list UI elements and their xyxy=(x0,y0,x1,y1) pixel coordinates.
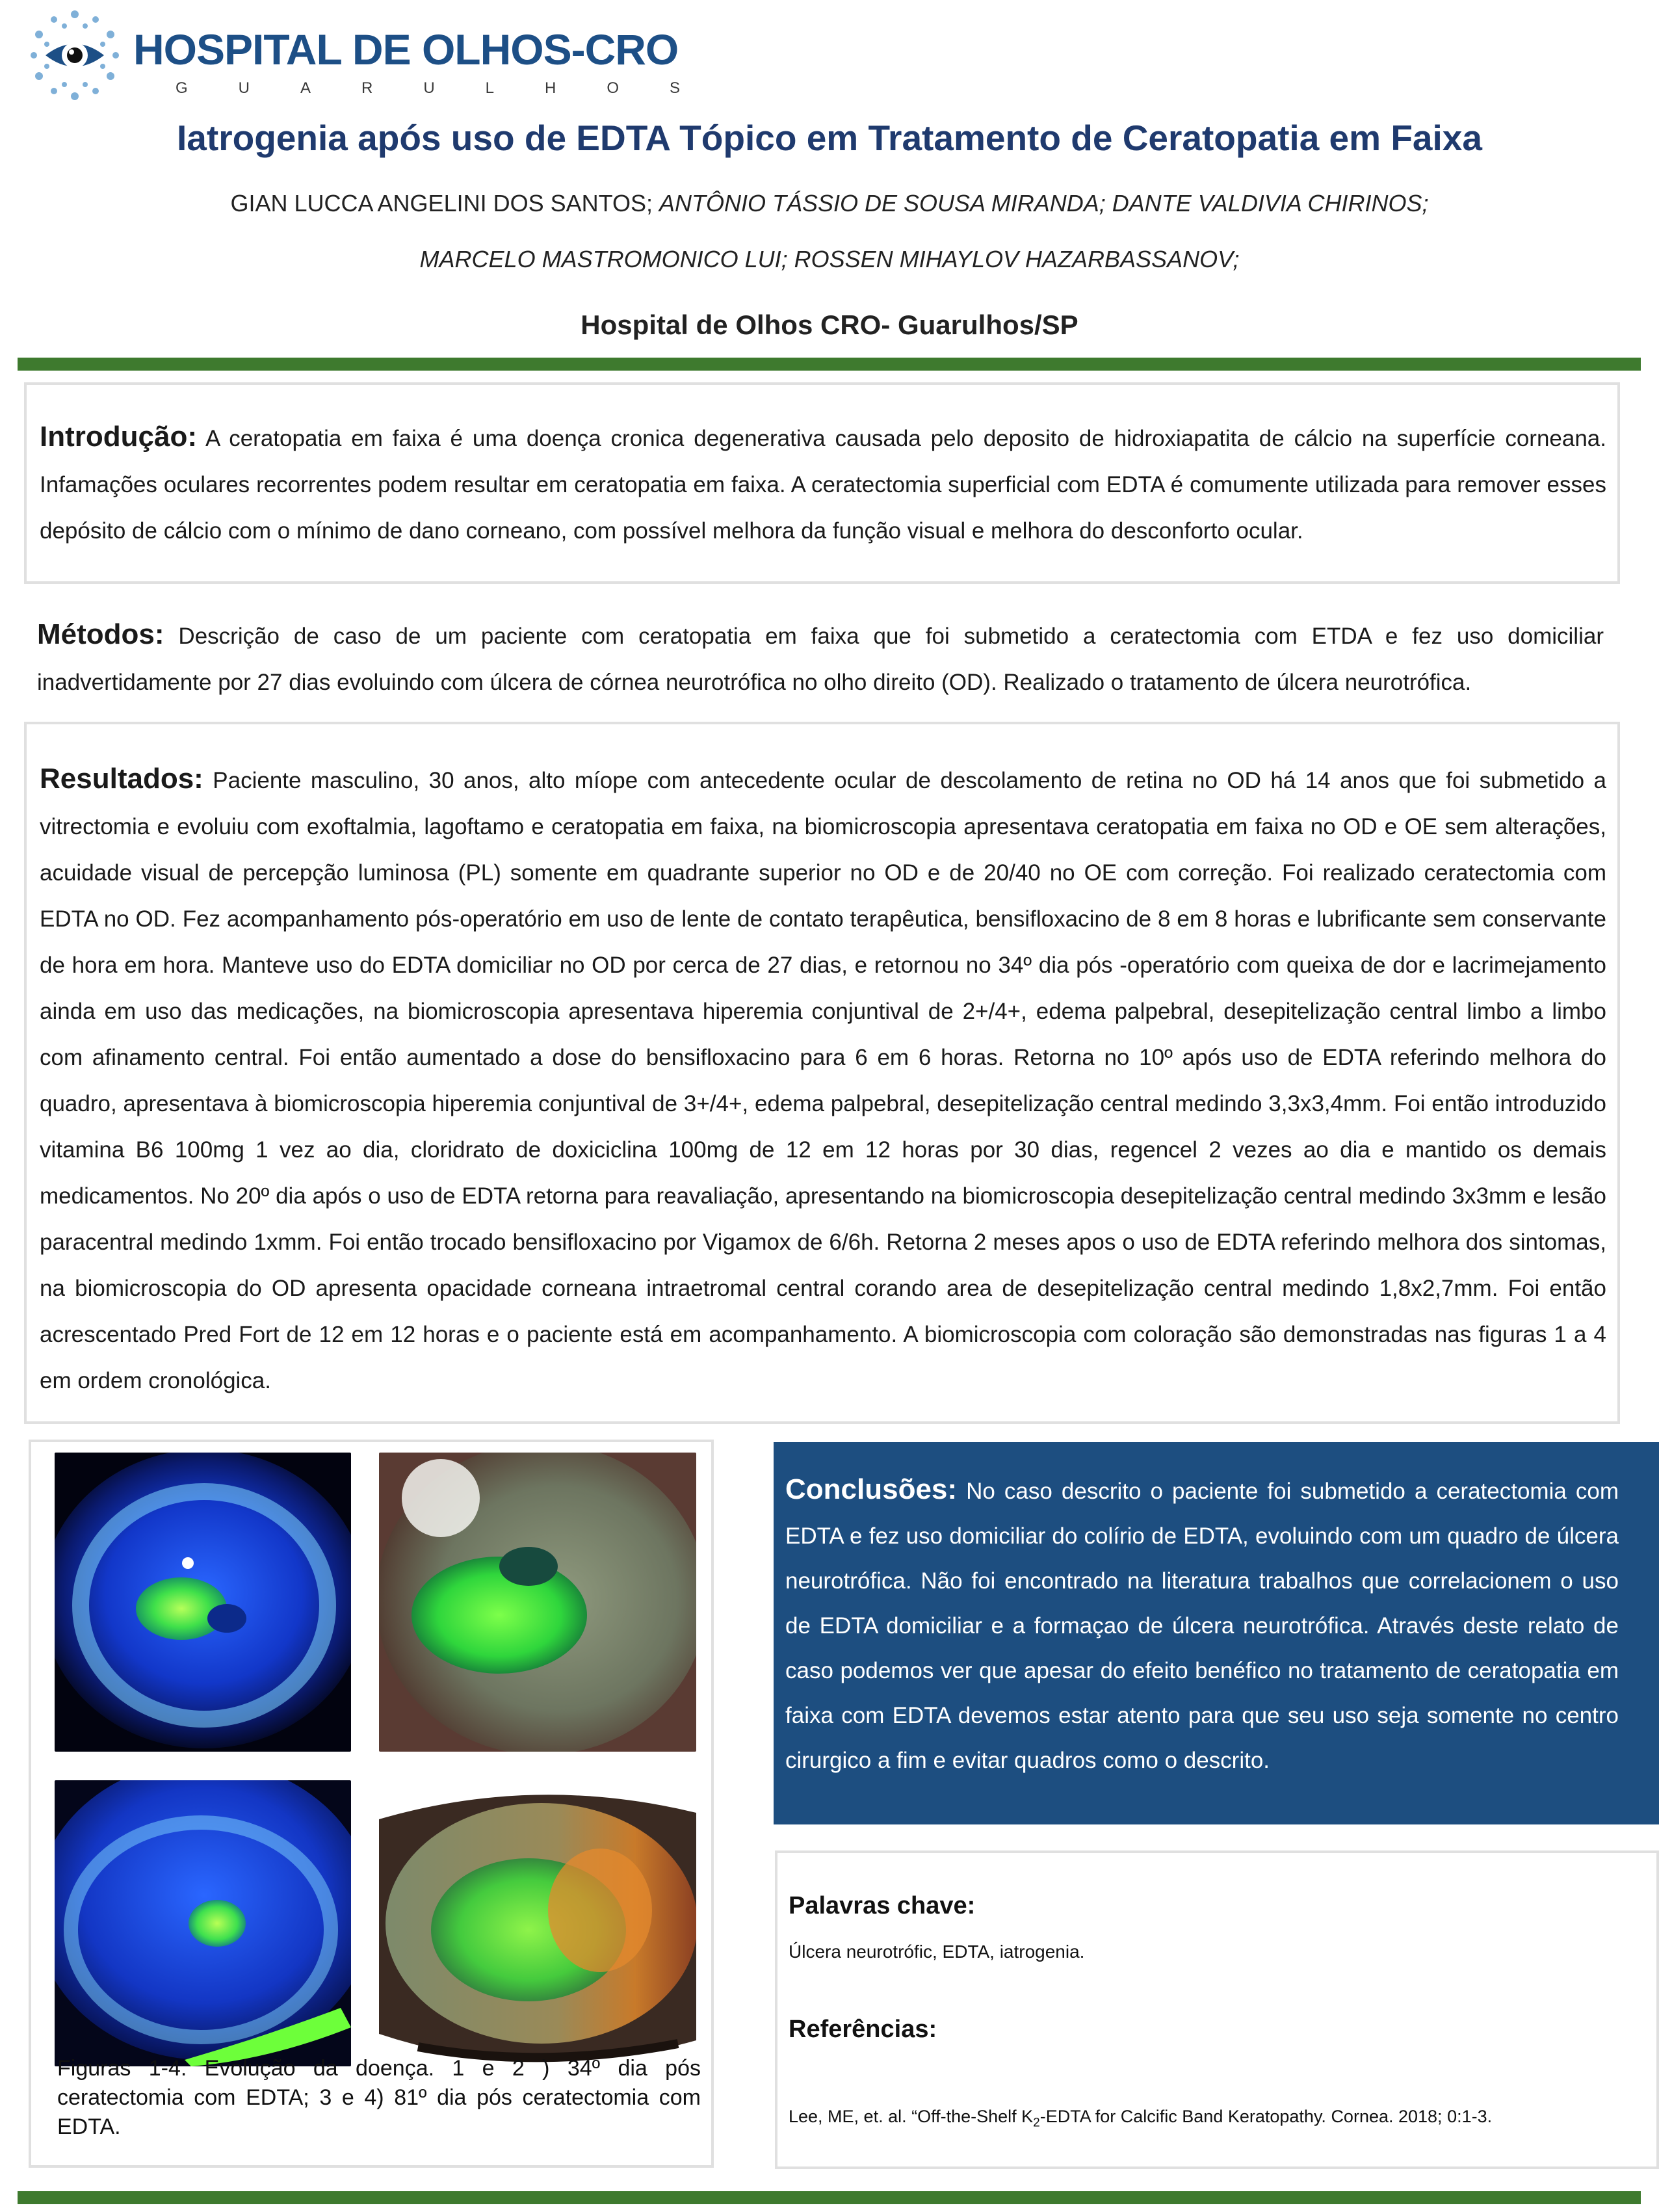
figure-4-image xyxy=(379,1780,696,2066)
keywords-heading: Palavras chave: xyxy=(789,1892,976,1919)
top-divider xyxy=(18,358,1641,371)
keywords-text: Úlcera neurotrófic, EDTA, iatrogenia. xyxy=(789,1942,1085,1962)
authors-italic: ANTÔNIO TÁSSIO DE SOUSA MIRANDA; DANTE VALDIVIA CHIRINOS; xyxy=(659,190,1429,217)
bottom-divider xyxy=(18,2191,1641,2204)
keywords-references-section xyxy=(775,1850,1659,2169)
figures-caption: Figuras 1-4. Evolução da doença. 1 e 2 ) 34º dia pós ceratectomia com EDTA; 3 e 4) 81º dia pós ceratectomia com EDTA. xyxy=(57,2056,701,2139)
poster-title: Iatrogenia após uso de EDTA Tópico em Tratamento de Ceratopatia em Faixa xyxy=(177,118,1482,158)
hospital-logo xyxy=(26,7,731,104)
reference-text-start: Lee, ME, et. al. “Off-the-Shelf K xyxy=(789,2107,1034,2126)
methods-text: Descrição de caso de um paciente com ceratopatia em faixa que foi submetido a ceratectomia com ETDA e fez uso domiciliar inadvertidamente por 27 dias evoluindo com úlcera de córnea neurotrófica no olho direito (OD). Realizado o tratamento de úlcera neurotrófica. xyxy=(37,624,1604,695)
methods-heading: Métodos: xyxy=(37,618,164,650)
conclusions-section xyxy=(774,1442,1659,1824)
figure-1-image xyxy=(55,1453,351,1752)
references-heading: Referências: xyxy=(789,2016,937,2043)
reference-item xyxy=(789,2107,1492,2130)
eye-logo-icon xyxy=(26,7,124,104)
authors-line-1 xyxy=(0,190,1659,217)
results-section xyxy=(24,722,1620,1424)
figure-3-image xyxy=(55,1780,351,2066)
introduction-section xyxy=(24,382,1620,584)
introduction-heading: Introdução: xyxy=(40,421,197,453)
figures-panel xyxy=(29,1440,714,2168)
conclusions-paragraph xyxy=(785,1467,1619,1783)
results-text: Paciente masculino, 30 anos, alto míope com antecedente ocular de descolamento de retina no OD há 14 anos que foi submetido a vitrectomia e evoluiu com exoftalmia, lagoftamo e ceratopatia em faixa, na biomicroscopia apresentava ceratopatia em faixa no OD e OE sem alterações, acuidade visual de percepção luminosa (PL) somente em quadrante superior no OD e de 20/40 no OE com correção. Foi realizado ceratectomia com EDTA no OD. Fez acompanhamento pós-operatório em uso de lente de contato terapêutica, bensifloxacino de 8 em 8 horas e lubrificante sem conservante de hora em hora. Manteve uso do EDTA domiciliar no OD por cerca de 27 dias, e retornou no 34º dia pós -operatório com queixa de dor e lacrimejamento ainda em uso das medicações, na biomicroscopia apresentava hiperemia conjuntival de 2+/4+, edema palpebral, desepitelização central limbo a limbo com afinamento central. Foi então aumentado a dose do bensifloxacino para 6 em 6 horas. Retorna no 10º após uso de EDTA referindo melhora do quadro, apresentava à biomicroscopia hiperemia conjuntival de 3+/4+, edema palpebral, desepitelização central medindo 3,3x3,4mm. Foi então introduzido vitamina B6 100mg 1 vez ao dia, cloridrato de doxiciclina 100mg de 12 em 12 horas por 30 dias, regencel 2 vezes ao dia e mantido os demais medicamentos. No 20º dia após o uso de EDTA retorna para reavaliação, apresentando na biomicroscopia desepitelização central medindo 3x3mm e lesão paracentral medindo 1xmm. Foi então trocado bensifloxacino por Vigamox de 6/6h. Retorna 2 meses apos o uso de EDTA referindo melhora dos sintomas, na biomicroscopia do OD apresenta opacidade corneana intraetromal central corando area de desepitelização central medindo 1,8x2,7mm. Foi então acrescentado Pred Fort de 12 em 12 horas e o paciente está em acompanhamento. A biomicroscopia com coloração são demonstradas nas figuras 1 a 4 em ordem cronológica. xyxy=(40,768,1606,1393)
introduction-paragraph xyxy=(40,414,1606,554)
results-paragraph xyxy=(40,756,1606,1404)
results-heading: Resultados: xyxy=(40,763,203,795)
institution: Hospital de Olhos CRO- Guarulhos/SP xyxy=(581,309,1078,340)
figure-2-image xyxy=(379,1453,696,1752)
logo-name: HOSPITAL DE OLHOS-CRO xyxy=(133,25,679,73)
methods-paragraph xyxy=(37,611,1604,705)
conclusions-text: No caso descrito o paciente foi submetido a ceratectomia com EDTA e fez uso domiciliar do colírio de EDTA, evoluindo com um quadro de úlcera neurotrófica. Não foi encontrado na literatura trabalhos que correlacionem o uso de EDTA domiciliar e a formaçao de úlcera neurotrófica. Através deste relato de caso podemos ver que apesar do efeito benéfico no tratamento de ceratopatia em faixa com EDTA devemos estar atento para que seu uso seja somente no centro cirurgico a fim e evitar quadros como o descrito. xyxy=(785,1479,1619,1773)
conclusions-heading: Conclusões: xyxy=(785,1473,958,1505)
logo-subtitle: GUARULHOS xyxy=(176,79,731,97)
reference-subscript: 2 xyxy=(1033,2116,1040,2130)
author-first: GIAN LUCCA ANGELINI DOS SANTOS; xyxy=(230,190,659,217)
reference-text-end: -EDTA for Calcific Band Keratopathy. Cornea. 2018; 0:1-3. xyxy=(1039,2107,1493,2126)
authors-line-2: MARCELO MASTROMONICO LUI; ROSSEN MIHAYLOV HAZARBASSANOV; xyxy=(419,246,1240,272)
introduction-text: A ceratopatia em faixa é uma doença cronica degenerativa causada pelo deposito de hidroxiapatita de cálcio na superfície corneana. Infamações oculares recorrentes podem resultar em ceratopatia em faixa. A ceratectomia superficial com EDTA é comumente utilizada para remover esses depósito de cálcio com o mínimo de dano corneano, com possível melhora da função visual e melhora do desconforto ocular. xyxy=(40,426,1606,544)
